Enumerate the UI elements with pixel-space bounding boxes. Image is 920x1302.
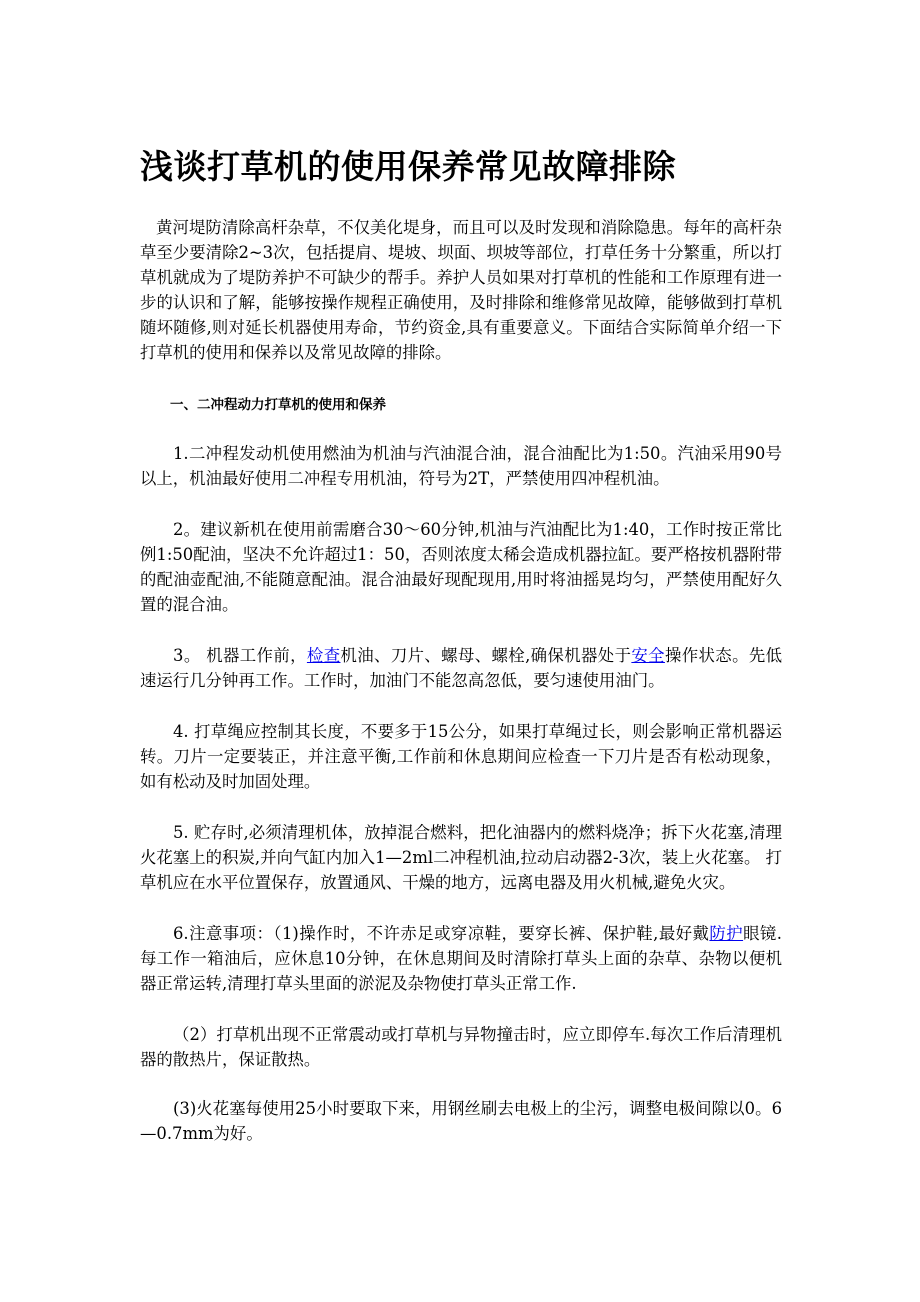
item-3-text-1: 3。 机器工作前， xyxy=(173,646,307,665)
item-5-paragraph: 5. 贮存时,必须清理机体，放掉混合燃料，把化油器内的燃料烧净；拆下火花塞,清理火花塞上的积炭,并向气缸内加入1—2ml二冲程机油,拉动启动器2-3次，装上火花塞。 打草机应在水平位置保存，放置通风、干燥的地方，远离电器及用火机械,避免火灾。 xyxy=(140,823,782,892)
item-6-text-1: 6.注意事项：（1)操作时，不许赤足或穿凉鞋，要穿长裤、保护鞋,最好戴 xyxy=(173,924,710,943)
item-3-text-2: 机油、刀片、螺母、螺栓,确保机器处于 xyxy=(340,646,632,665)
intro-paragraph: 黄河堤防清除高杆杂草，不仅美化堤身，而且可以及时发现和消除隐患。每年的高杆杂草至少要清除2~3次，包括提肩、堤坡、坝面、坝坡等部位，打草任务十分繁重，所以打草机就成为了堤防养护不可缺少的帮手。养护人员如果对打草机的性能和工作原理有进一步的认识和了解，能够按操作规程正确使用，及时排除和维修常见故障，能够做到打草机随坏随修,则对延长机器使用寿命，节约资金,具有重要意义。下面结合实际简单介绍一下打草机的使用和保养以及常见故障的排除。 xyxy=(140,218,782,362)
check-link[interactable]: 检查 xyxy=(306,646,341,665)
safety-link[interactable]: 安全 xyxy=(631,646,665,665)
document-body xyxy=(140,215,782,1146)
item-3-text-3: 操作状态。先低速运行几分钟再工作。工作时，加油门不能忽高忽低，要匀速使用油门。 xyxy=(140,646,783,690)
protection-link[interactable]: 防护 xyxy=(709,924,744,943)
item-3-paragraph xyxy=(140,643,782,693)
item-6-paragraph xyxy=(140,921,782,996)
item-1-paragraph: 1.二冲程发动机使用燃油为机油与汽油混合油，混合油配比为1:50。汽油采用90号以上，机油最好使用二冲程专用机油，符号为2T，严禁使用四冲程机油。 xyxy=(140,444,782,488)
item-6-3-paragraph: (3)火花塞每使用25小时要取下来，用钢丝刷去电极上的尘污，调整电极间隙以0。6—0.7mm为好。 xyxy=(140,1099,782,1143)
item-6-2-paragraph: （2）打草机出现不正常震动或打草机与异物撞击时，应立即停车.每次工作后清理机器的散热片，保证散热。 xyxy=(140,1025,782,1069)
item-4-paragraph: 4. 打草绳应控制其长度，不要多于15公分，如果打草绳过长，则会影响正常机器运转。刀片一定要装正，并注意平衡,工作前和休息期间应检查一下刀片是否有松动现象，如有松动及时加固处理。 xyxy=(140,722,782,791)
item-2-paragraph: 2。建议新机在使用前需磨合30～60分钟,机油与汽油配比为1:40，工作时按正常比例1:50配油，坚决不允许超过1：50，否则浓度太稀会造成机器拉缸。要严格按机器附带的配油壶配油,不能随意配油。混合油最好现配现用,用时将油摇晃均匀，严禁使用配好久置的混合油。 xyxy=(140,520,782,614)
page-title: 浅谈打草机的使用保养常见故障排除 xyxy=(140,147,676,186)
item-6-text-2: 眼镜. 每工作一箱油后，应休息10分钟，在休息期间及时清除打草头上面的杂草、杂物以便机器正常运转,清理打草头里面的淤泥及杂物使打草头正常工作. xyxy=(140,924,782,993)
section-heading: 一、二冲程动力打草机的使用和保养 xyxy=(170,397,386,413)
